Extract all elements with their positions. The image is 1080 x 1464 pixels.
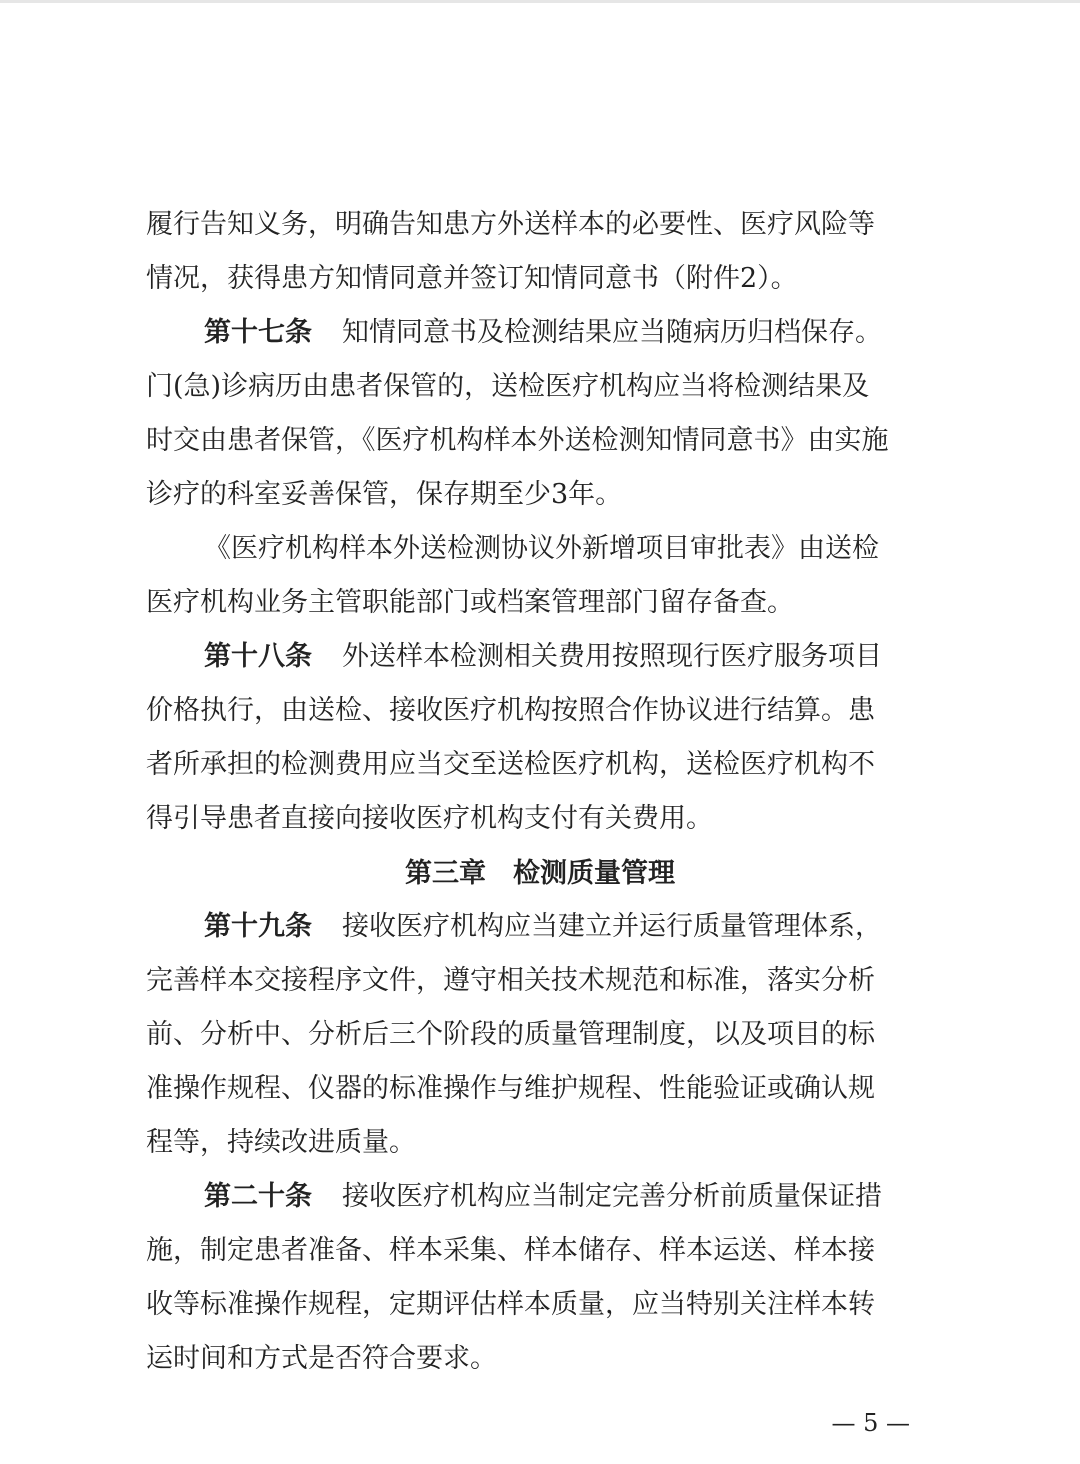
text-line: 接收医疗机构应当建立并运行质量管理体系， — [342, 911, 882, 942]
article-20-label: 第二十条 — [204, 1181, 312, 1212]
text-line: 《医疗机构样本外送检测协议外新增项目审批表》由送检 — [204, 533, 879, 564]
article-17-paragraph — [204, 306, 946, 360]
text-line: 者所承担的检测费用应当交至送检医疗机构，送检医疗机构不 — [146, 749, 875, 780]
text-line: 医疗机构业务主管职能部门或档案管理部门留存备查。 — [146, 587, 794, 618]
article-19-label: 第十九条 — [204, 911, 312, 942]
page-number: — 5 — — [831, 1409, 910, 1437]
text-line: 接收医疗机构应当制定完善分析前质量保证措 — [342, 1181, 882, 1212]
text-line: 价格执行，由送检、接收医疗机构按照合作协议进行结算。患 — [146, 695, 875, 726]
text-line: 运时间和方式是否符合要求。 — [146, 1343, 497, 1374]
text-line: 时交由患者保管，《医疗机构样本外送检测知情同意书》由实施 — [146, 425, 889, 456]
text-line: 履行告知义务，明确告知患方外送样本的必要性、医疗风险等 — [146, 209, 875, 240]
text-line: 得引导患者直接向接收医疗机构支付有关费用。 — [146, 803, 713, 834]
article-17-label: 第十七条 — [204, 317, 312, 348]
text-line: 准操作规程、仪器的标准操作与维护规程、性能验证或确认规 — [146, 1073, 875, 1104]
text-line: 施，制定患者准备、样本采集、样本储存、样本运送、样本接 — [146, 1235, 875, 1266]
chapter-heading: 第三章 检测质量管理 — [405, 858, 675, 889]
text-line: 门(急)诊病历由患者保管的，送检医疗机构应当将检测结果及 — [146, 371, 870, 402]
text-line: 知情同意书及检测结果应当随病历归档保存。 — [342, 317, 882, 348]
article-18-paragraph — [204, 630, 946, 684]
article-20-paragraph — [204, 1170, 946, 1224]
text-line: 完善样本交接程序文件，遵守相关技术规范和标准，落实分析 — [146, 965, 875, 996]
text-line: 外送样本检测相关费用按照现行医疗服务项目 — [342, 641, 882, 672]
text-line: 诊疗的科室妥善保管，保存期至少3年。 — [146, 479, 623, 510]
text-line: 程等，持续改进质量。 — [146, 1127, 416, 1158]
text-line: 情况，获得患方知情同意并签订知情同意书（附件2）。 — [146, 263, 798, 294]
article-18-label: 第十八条 — [204, 641, 312, 672]
text-line: 前、分析中、分析后三个阶段的质量管理制度，以及项目的标 — [146, 1019, 875, 1050]
article-19-paragraph — [204, 900, 946, 954]
text-line: 收等标准操作规程，定期评估样本质量，应当特别关注样本转 — [146, 1289, 875, 1320]
